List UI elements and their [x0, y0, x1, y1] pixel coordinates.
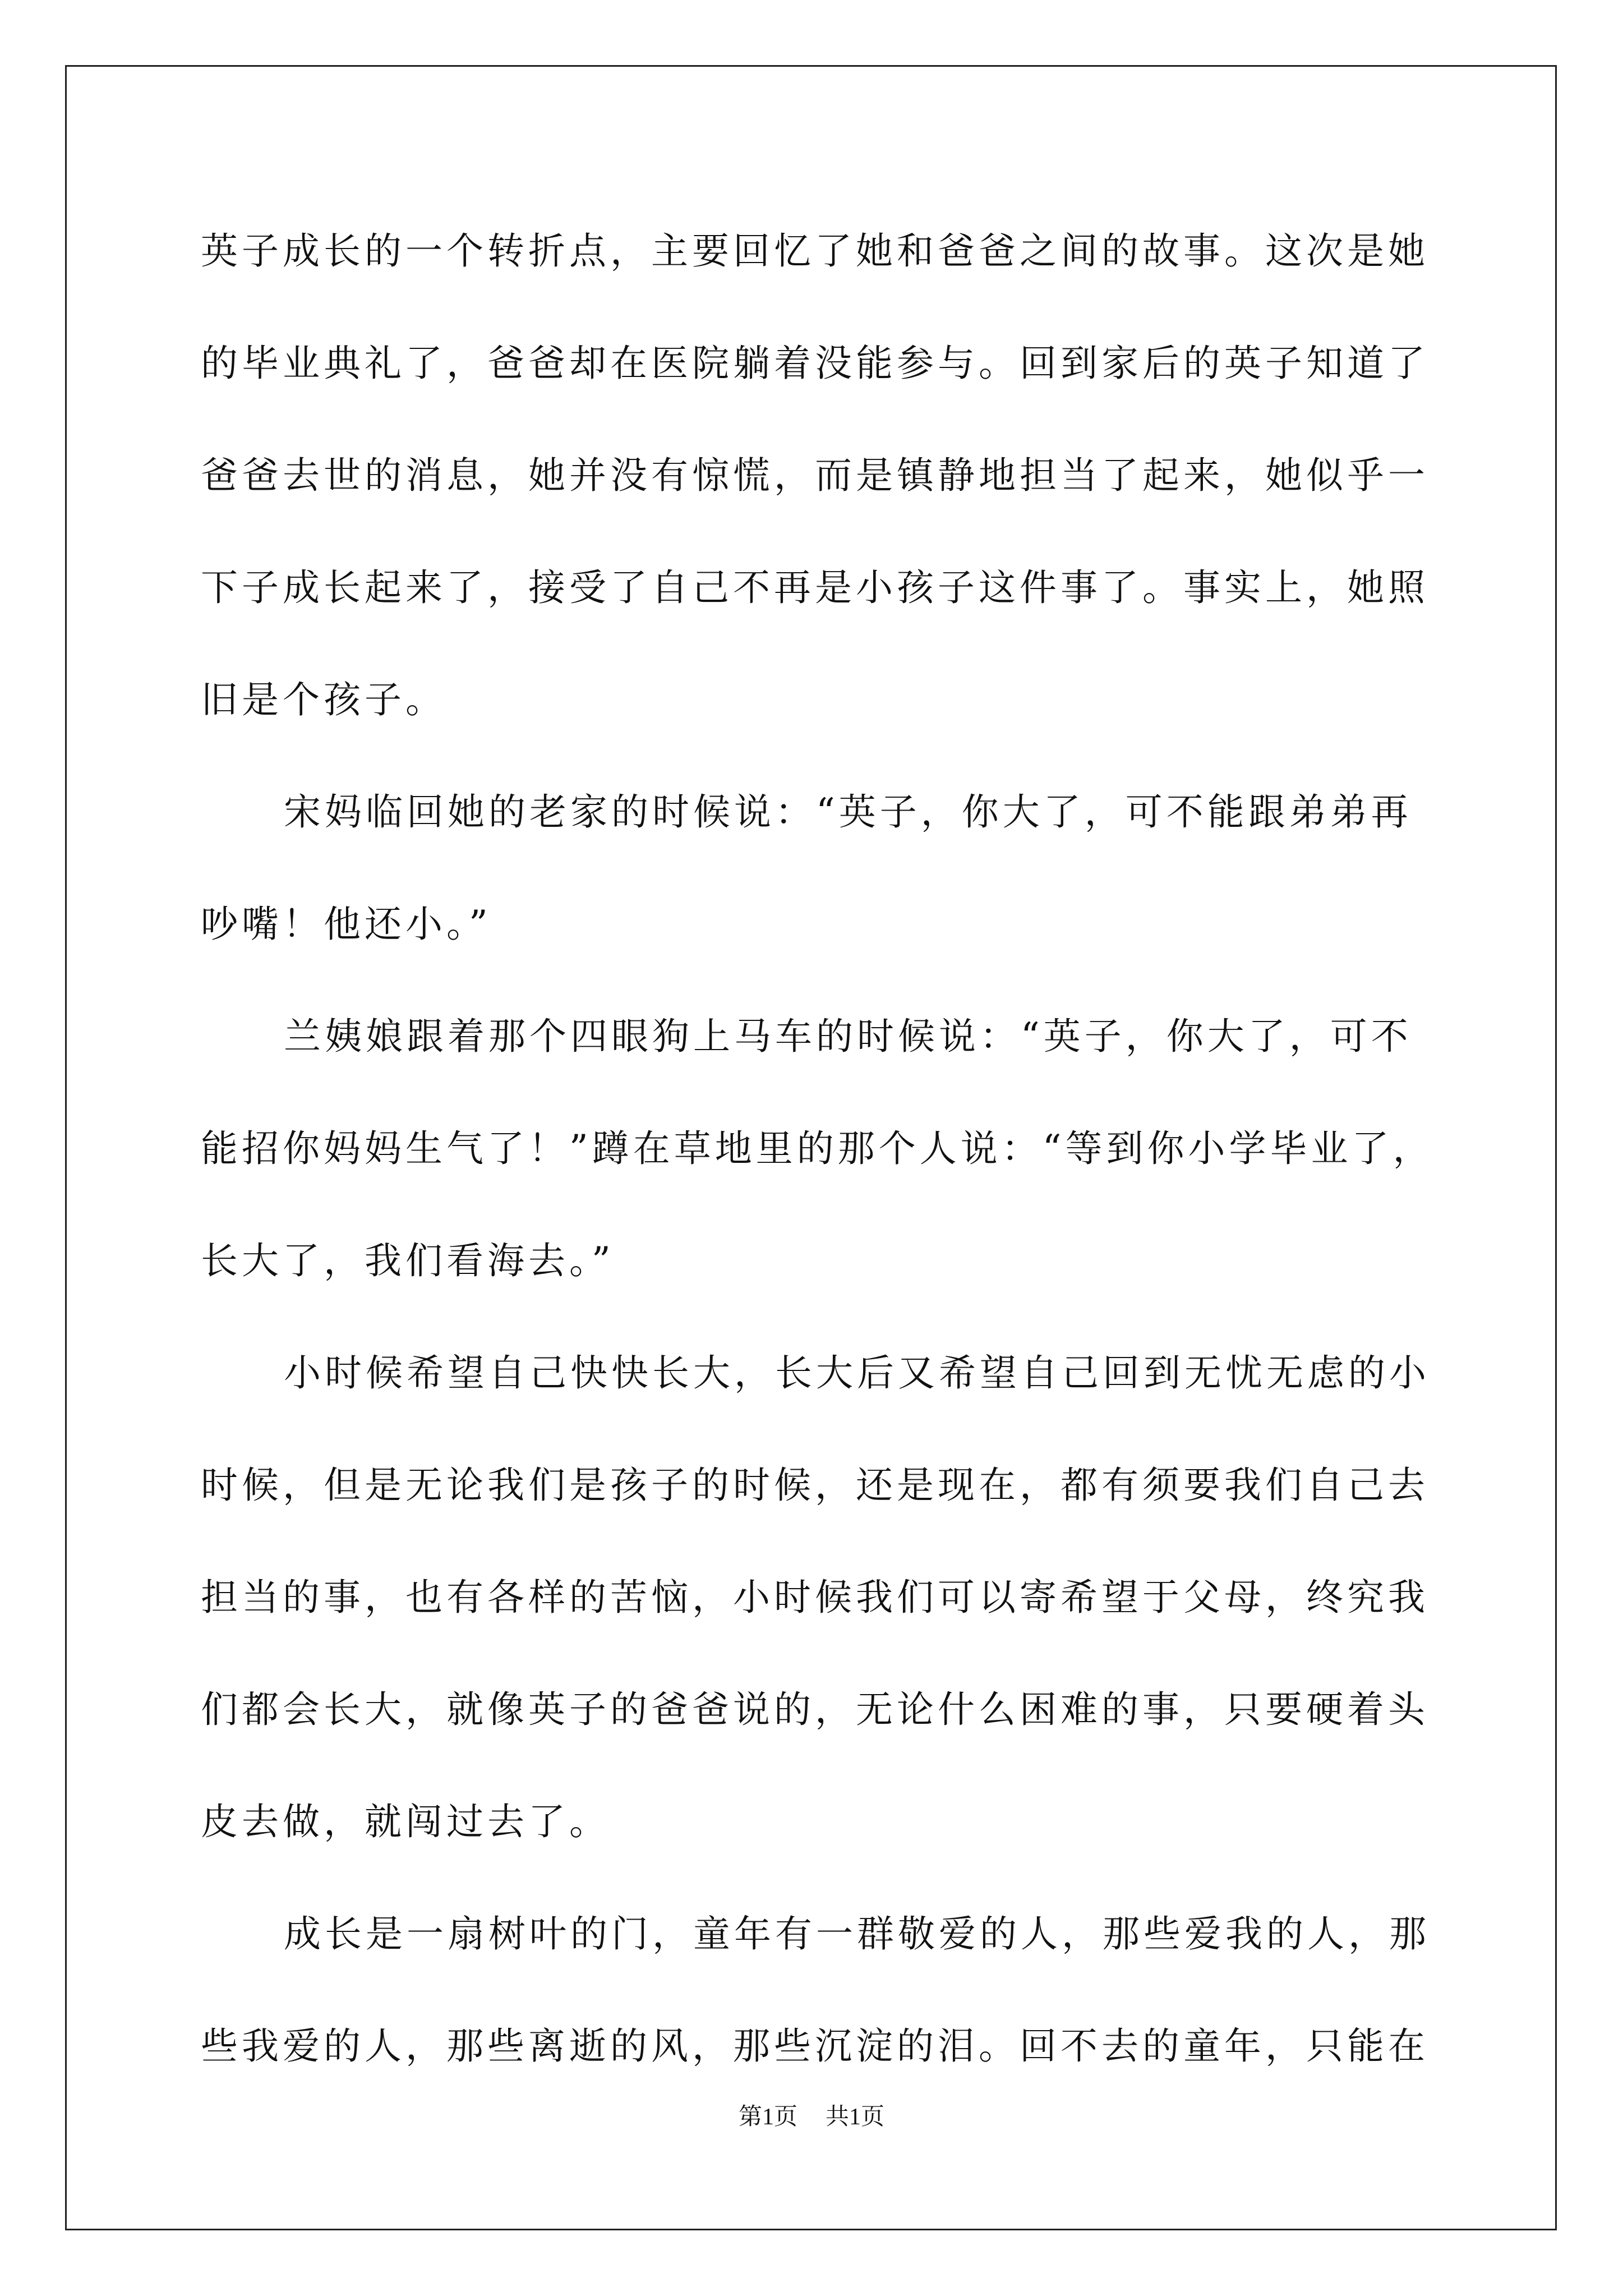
text-line: 们都会长大，就像英子的爸爸说的，无论什么困难的事，只要硬着头 [201, 1688, 1429, 1731]
page-footer [0, 2098, 1623, 2132]
text-line: 能招你妈妈生气了！”蹲在草地里的那个人说：“等到你小学毕业了， [201, 1127, 1434, 1170]
document-body [201, 219, 1435, 2126]
text-line: 皮去做，就闯过去了。 [201, 1800, 610, 1843]
page-total: 共1页 [826, 2104, 885, 2130]
text-line: 旧是个孩子。 [201, 678, 446, 721]
text-line: 长大了，我们看海去。” [201, 1239, 615, 1282]
text-line: 的毕业典礼了，爸爸却在医院躺着没能参与。回到家后的英子知道了 [201, 342, 1429, 385]
text-line: 小时候希望自己快快长大，长大后又希望自己回到无忧无虑的小 [284, 1351, 1430, 1395]
text-line: 成长是一扇树叶的门，童年有一群敬爱的人，那些爱我的人，那 [284, 1912, 1430, 1955]
text-line: 下子成长起来了，接受了自己不再是小孩子这件事了。事实上，她照 [201, 566, 1429, 609]
text-line: 吵嘴！他还小。” [201, 903, 492, 946]
text-line: 英子成长的一个转折点，主要回忆了她和爸爸之间的故事。这次是她 [201, 229, 1429, 273]
text-line: 兰姨娘跟着那个四眼狗上马车的时候说：“英子，你大了，可不 [284, 1015, 1412, 1058]
text-line: 担当的事，也有各样的苦恼，小时候我们可以寄希望于父母，终究我 [201, 1576, 1429, 1619]
text-line: 宋妈临回她的老家的时候说：“英子，你大了，可不能跟弟弟再 [284, 790, 1412, 834]
text-line: 时候，但是无论我们是孩子的时候，还是现在，都有须要我们自己去 [201, 1464, 1429, 1507]
text-line: 爸爸去世的消息，她并没有惊慌，而是镇静地担当了起来，她似乎一 [201, 454, 1429, 497]
page-number: 第1页 [738, 2104, 797, 2130]
text-line: 些我爱的人，那些离逝的风，那些沉淀的泪。回不去的童年，只能在 [201, 2024, 1429, 2068]
